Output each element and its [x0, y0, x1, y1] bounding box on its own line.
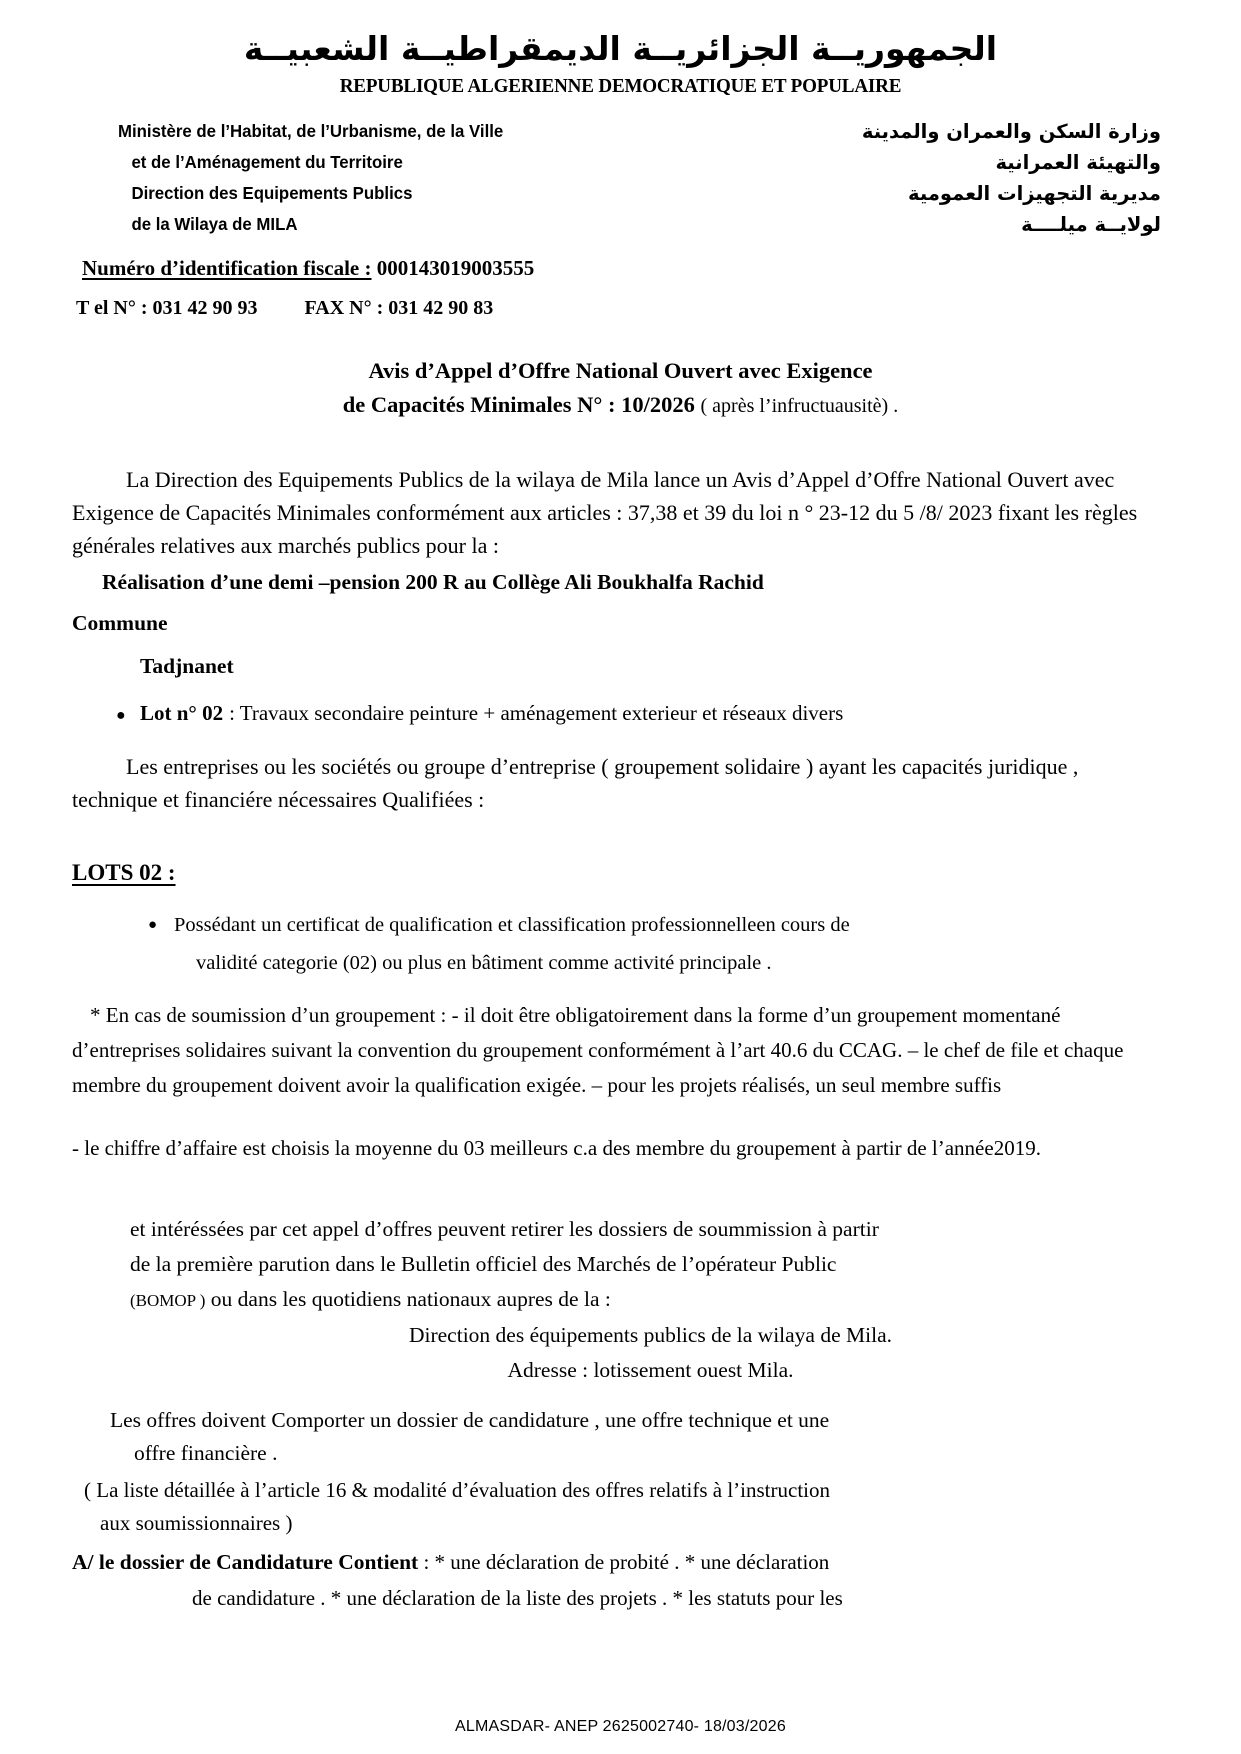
fax-value: 031 42 90 83: [388, 297, 494, 320]
retrait-line-2: de la première parution dans le Bulletin officiel des Marchés de l’opérateur Public: [130, 1252, 837, 1277]
retrait-paragraph: [72, 1212, 1169, 1318]
ministry-ar-line-2: والتهيئة العمرانية: [995, 151, 1161, 175]
offres-line-2: offre financière .: [134, 1441, 278, 1466]
tel-label: T el N° :: [76, 297, 148, 320]
qualification-line-1: Possédant un certificat de qualification et classification professionnelleen cours de: [174, 914, 850, 937]
commune-name: Tadjnanet: [140, 654, 234, 679]
groupement-paragraph: * En cas de soumission d’un groupement : - il doit être obligatoirement dans la forme d’un groupement momentané d’entreprises solidaires suivant la convention du groupement conformément à l’art 40.6 du CCAG. – le chef de file et chaque membre du groupement doivent avoir la qualification exigée. – pour les projets réalisés, un seul membre suffis: [72, 1003, 1124, 1098]
tel-value: 031 42 90 93: [152, 297, 258, 320]
project-title: Réalisation d’une demi –pension 200 R au Collège Ali Boukhalfa Rachid: [102, 570, 764, 595]
offres-line-1: Les offres doivent Comporter un dossier de candidature , une offre technique et une: [110, 1408, 830, 1433]
direction-address-line: Direction des équipements publics de la wilaya de Mila.: [408, 1323, 892, 1348]
liste-detaillee-paragraph: [72, 1474, 1169, 1540]
ministry-fr-line-4: de la Wilaya de MILA: [131, 214, 298, 235]
qualification-line-2: validité categorie (02) ou plus en bâtiment comme activité principale .: [196, 952, 772, 975]
dossier-candidature-paragraph: [72, 1544, 1169, 1616]
arabic-national-heading: الجمهوريــة الجزائريــة الديمقراطيــة الشعبيــة: [243, 29, 998, 68]
ministry-ar-line-1: وزارة السكن والعمران والمدينة: [861, 120, 1161, 144]
republic-french-heading: REPUBLIQUE ALGERIENNE DEMOCRATIQUE ET POPULAIRE: [339, 75, 902, 98]
lot-bullet-row: [72, 697, 1169, 732]
ministry-fr-line-1: Ministère de l’Habitat, de l’Urbanisme, de la Ville: [118, 121, 504, 142]
lots-heading: LOTS 02 :: [72, 860, 176, 886]
dossier-heading: A/ le dossier de Candidature Contient: [72, 1550, 419, 1575]
footer-anep-reference: ALMASDAR- ANEP 2625002740- 18/03/2026: [455, 1718, 786, 1735]
offres-paragraph: [72, 1404, 1169, 1470]
chiffre-affaire-paragraph: - le chiffre d’affaire est choisis la moyenne du 03 meilleurs c.a des membre du groupement à partir de l’année2019.: [72, 1136, 1041, 1161]
bullet-dot-icon: ●: [116, 707, 126, 725]
notice-title-line-2: [72, 388, 1169, 423]
ministry-block: [72, 116, 1169, 244]
ministry-ar-line-3: مديرية التجهيزات العمومية: [908, 182, 1161, 206]
notice-title-line-1: Avis d’Appel d’Offre National Ouvert avec Exigence: [368, 358, 873, 384]
fiscal-value: 000143019003555: [376, 256, 535, 281]
companies-paragraph: Les entreprises ou les sociétés ou groupe d’entreprise ( groupement solidaire ) ayant les capacités juridique , technique et financiére nécessaires Qualifiées :: [72, 754, 1079, 813]
lot-description: : Travaux secondaire peinture + aménagement exterieur et réseaux divers: [229, 701, 844, 726]
retrait-line-1: et intéréssées par cet appel d’offres peuvent retirer les dossiers de soummission à partir: [130, 1217, 879, 1242]
adresse-line: Adresse : lotissement ouest Mila.: [507, 1358, 794, 1383]
liste-line-1: ( La liste détaillée à l’article 16 & modalité d’évaluation des offres relatifs à l’instruction: [84, 1478, 831, 1503]
ministry-fr-line-3: Direction des Equipements Publics: [131, 183, 413, 204]
notice-number: de Capacités Minimales N° : 10/2026: [342, 392, 695, 418]
retrait-line-3: [130, 1282, 1151, 1318]
fax-label: FAX N° :: [304, 297, 384, 320]
qualification-text: [174, 906, 1169, 982]
fiscal-label: Numéro d’identification fiscale :: [82, 256, 372, 281]
liste-line-2: aux soumissionnaires ): [100, 1511, 293, 1536]
ministry-ar-line-4: لولايــة ميلــــة: [1021, 213, 1161, 237]
contact-phone-line: [72, 297, 1169, 320]
ministry-arabic-block: [862, 116, 1161, 240]
ministry-french-block: [118, 116, 503, 240]
ministry-fr-line-2: et de l’Aménagement du Territoire: [131, 152, 403, 173]
fiscal-identification-line: [72, 256, 1169, 281]
bullet-dot-icon: ●: [148, 917, 158, 934]
retrait-line-3-rest: ou dans les quotidiens nationaux aupres de la :: [205, 1287, 611, 1312]
dossier-line-2: de candidature . * une déclaration de la liste des projets . * les statuts pour les: [192, 1586, 843, 1611]
intro-paragraph: La Direction des Equipements Publics de la wilaya de Mila lance un Avis d’Appel d’Offre National Ouvert avec Exigence de Capacités Minimales conformément aux articles : 37,38 et 39 du loi n ° 23-12 du 5 /8/ 2023 fixant les règles générales relatives aux marchés publics pour la :: [72, 467, 1138, 559]
dossier-rest: : * une déclaration de probité . * une déclaration: [423, 1550, 830, 1575]
notice-title: [72, 354, 1169, 423]
lot-label: Lot n° 02: [140, 701, 224, 726]
commune-label: Commune: [72, 611, 168, 636]
bomop-label: (BOMOP ): [130, 1291, 206, 1311]
qualification-bullet: [72, 906, 1169, 982]
notice-subnote: ( après l’infructuausitè) .: [700, 395, 899, 418]
